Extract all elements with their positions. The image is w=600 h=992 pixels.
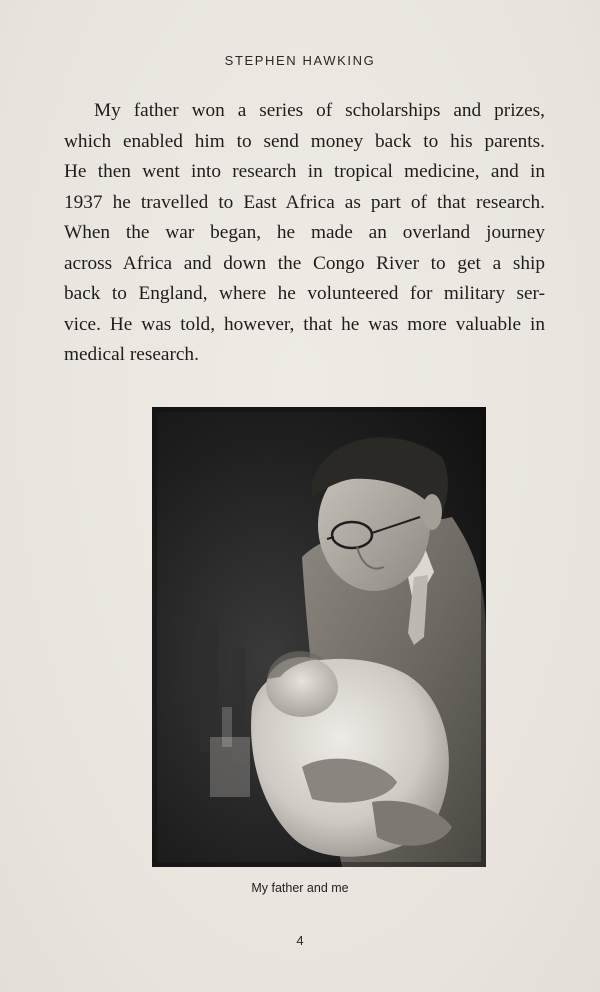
paragraph-line: back to England, where he volunteered for military ser- xyxy=(64,283,545,304)
paragraph-line: medical research. xyxy=(64,344,199,365)
paragraph-line: He then went into research in tropical medicine, and in xyxy=(64,161,545,182)
paragraph-line: which enabled him to send money back to his parents. xyxy=(64,130,545,152)
page-number: 4 xyxy=(296,933,304,948)
figure-caption: My father and me xyxy=(251,881,349,895)
body-paragraph xyxy=(64,96,545,371)
paragraph-line: When the war began, he made an overland journey xyxy=(64,222,545,243)
paragraph-line: across Africa and down the Congo River to get a ship xyxy=(64,252,545,274)
photograph-father-holding-baby xyxy=(152,407,486,867)
paragraph-line: vice. He was told, however, that he was more valuable in xyxy=(64,313,545,335)
paragraph-line: My father won a series of scholarships and prizes, xyxy=(94,100,545,121)
running-header: STEPHEN HAWKING xyxy=(224,53,376,68)
paragraph-line: 1937 he travelled to East Africa as part of that research. xyxy=(64,191,545,213)
